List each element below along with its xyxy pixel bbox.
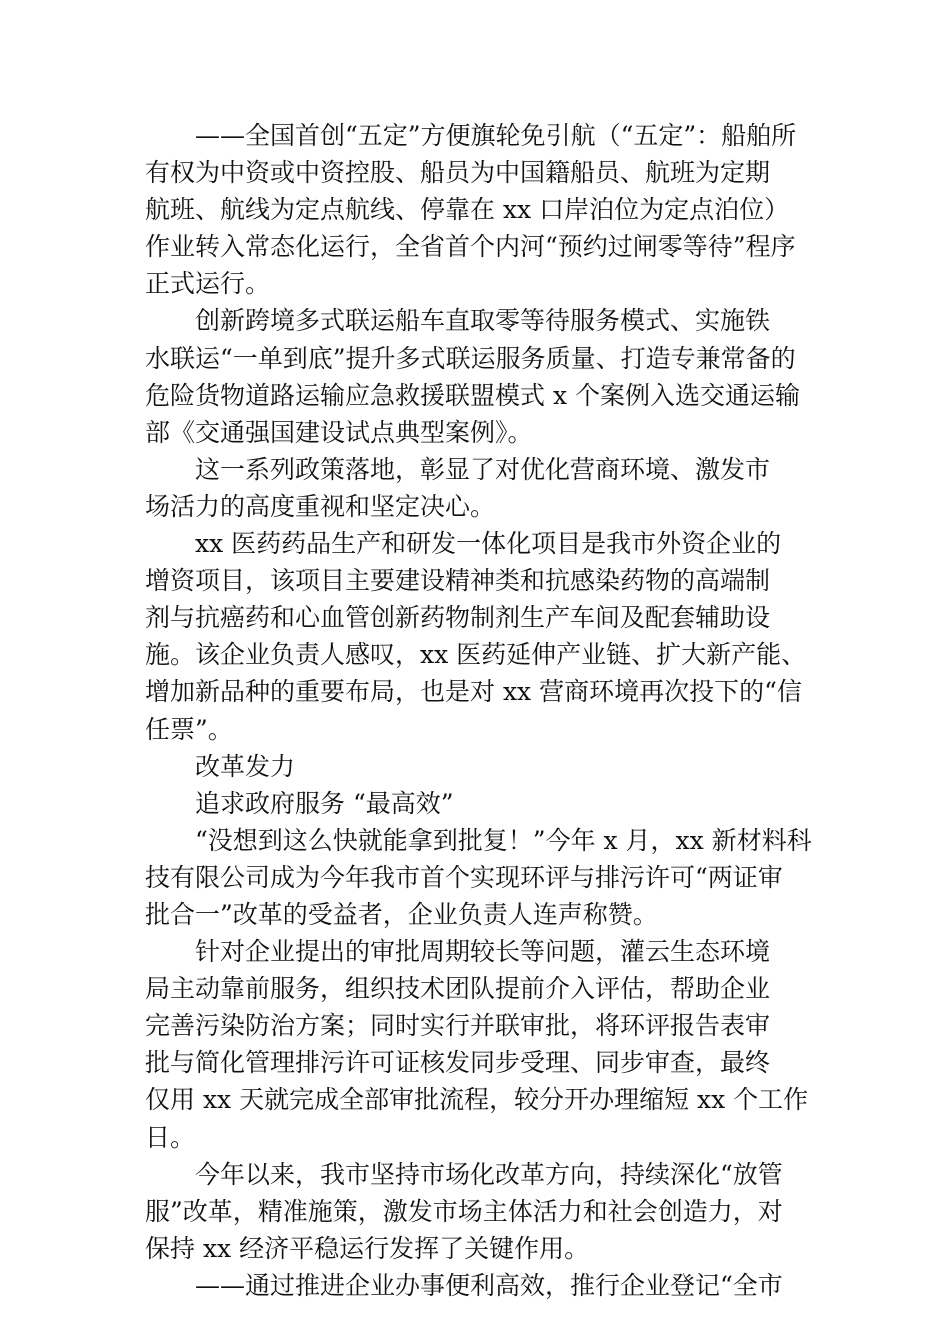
text-line: 追求政府服务 “最高效” <box>195 788 454 818</box>
text-line: 场活力的高度重视和坚定决心。 <box>145 491 496 521</box>
paragraph <box>145 1267 815 1304</box>
text-line: 这一系列政策落地，彰显了对优化营商环境、激发市 <box>195 454 771 484</box>
text-line: xx 医药药品生产和研发一体化项目是我市外资企业的 <box>195 529 782 559</box>
text-line: 保持 xx 经济平稳运行发挥了关键作用。 <box>145 1233 590 1263</box>
text-line: 增资项目，该项目主要建设精神类和抗感染药物的高端制 <box>145 566 771 596</box>
paragraph <box>145 933 815 1156</box>
paragraph <box>145 822 815 933</box>
text-line: “没想到这么快就能拿到批复！”今年 x 月，xx 新材料科 <box>195 825 812 855</box>
text-line: 危险货物道路运输应急救援联盟模式 x 个案例入选交通运输 <box>145 380 800 410</box>
text-line: 服”改革，精准施策，激发市场主体活力和社会创造力，对 <box>145 1196 783 1226</box>
text-line: ——全国首创“五定”方便旗轮免引航（“五定”：船舶所 <box>195 121 797 150</box>
text-line: 今年以来，我市坚持市场化改革方向，持续深化“放管 <box>195 1159 783 1189</box>
text-line: 航班、航线为定点航线、停靠在 xx 口岸泊位为定点泊位） <box>145 195 790 225</box>
paragraph <box>145 525 815 748</box>
text-line: 水联运“一单到底”提升多式联运服务质量、打造专兼常备的 <box>145 343 796 373</box>
paragraph <box>145 302 815 450</box>
section-subheading <box>145 785 815 822</box>
text-line: 批合一”改革的受益者，企业负责人连声称赞。 <box>145 899 658 929</box>
text-line: 任票”。 <box>145 714 233 744</box>
text-line: 作业转入常态化运行，全省首个内河“预约过闸零等待”程序 <box>145 232 796 262</box>
text-line: 增加新品种的重要布局，也是对 xx 营商环境再次投下的“信 <box>145 677 802 707</box>
text-line: 日。 <box>145 1122 196 1152</box>
text-line: 批与简化管理排污许可证核发同步受理、同步审查，最终 <box>145 1048 771 1078</box>
text-line: 技有限公司成为今年我市首个实现环评与排污许可“两证审 <box>145 862 783 892</box>
text-line: 剂与抗癌药和心血管创新药物制剂生产车间及配套辅助设 <box>145 603 771 633</box>
text-line: 改革发力 <box>195 751 296 781</box>
text-line: 仅用 xx 天就完成全部审批流程，较分开办理缩短 xx 个工作 <box>145 1085 809 1115</box>
text-line: 完善污染防治方案；同时实行并联审批，将环评报告表审 <box>145 1011 771 1041</box>
text-line: 局主动靠前服务，组织技术团队提前介入评估，帮助企业 <box>145 974 771 1004</box>
text-line: 创新跨境多式联运船车直取零等待服务模式、实施铁 <box>195 306 771 336</box>
text-line: 部《交通强国建设试点典型案例》。 <box>145 417 533 447</box>
paragraph <box>145 1156 815 1267</box>
document-page <box>145 117 815 1304</box>
text-line: ——通过推进企业办事便利高效，推行企业登记“全市 <box>195 1270 783 1300</box>
text-line: 正式运行。 <box>145 269 271 299</box>
text-line: 施。该企业负责人感叹，xx 医药延伸产业链、扩大新产能、 <box>145 640 807 670</box>
paragraph <box>145 451 815 525</box>
paragraph <box>145 117 815 302</box>
text-line: 针对企业提出的审批周期较长等问题，灌云生态环境 <box>195 937 771 967</box>
text-line: 有权为中资或中资控股、船员为中国籍船员、航班为定期 <box>145 158 771 188</box>
section-heading <box>145 748 815 785</box>
